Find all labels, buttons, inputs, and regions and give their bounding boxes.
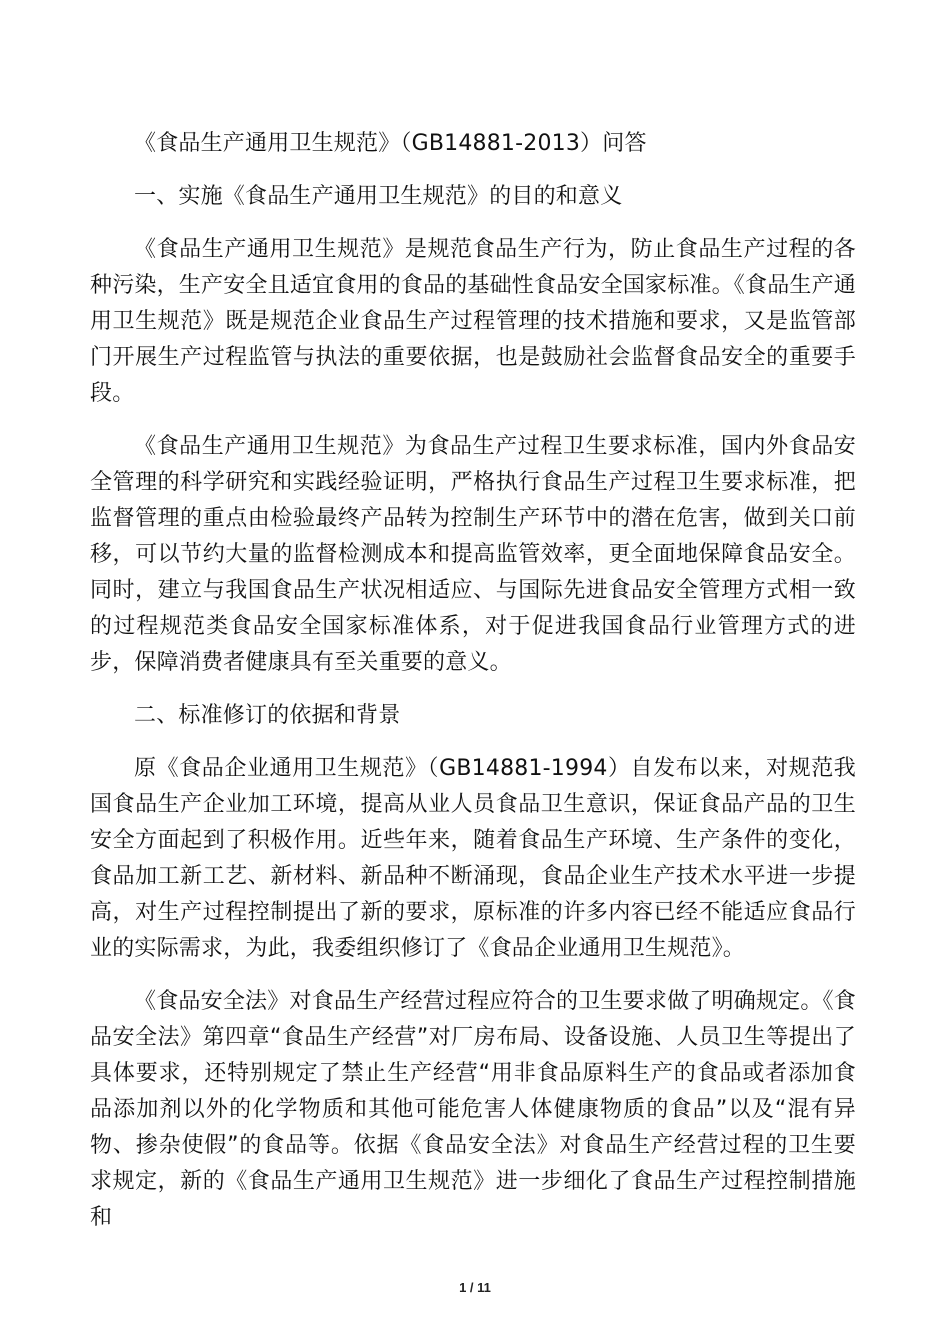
paragraph-1: 《食品生产通用卫生规范》是规范食品生产行为，防止食品生产过程的各种污染，生产安全且适宜食用的食品的基础性食品安全国家标准。《食品生产通用卫生规范》既是规范企业食品生产过程管理的技术措施和要求，又是监管部门开展生产过程监管与执法的重要依据，也是鼓励社会监督食品安全的重要手段。 bbox=[90, 237, 857, 406]
document-title: 《食品生产通用卫生规范》（GB14881-2013）问答 bbox=[134, 131, 647, 156]
paragraph-3: 原《食品企业通用卫生规范》（GB14881-1994）自发布以来，对规范我国食品生产企业加工环境，提高从业人员食品卫生意识，保证食品产品的卫生安全方面起到了积极作用。近些年来，随着食品生产环境、生产条件的变化，食品加工新工艺、新材料、新品种不断涌现，食品企业生产技术水平进一步提高，对生产过程控制提出了新的要求，原标准的许多内容已经不能适应食品行业的实际需求，为此，我委组织修订了《食品企业通用卫生规范》。 bbox=[90, 756, 856, 961]
section-heading-2: 二、标准修订的依据和背景 bbox=[134, 703, 401, 728]
document-page bbox=[90, 126, 856, 1253]
paragraph-4: 《食品安全法》对食品生产经营过程应符合的卫生要求做了明确规定。《食品安全法》第四章“食品生产经营”对厂房布局、设备设施、人员卫生等提出了具体要求，还特别规定了禁止生产经营“用非食品原料生产的食品或者添加食品添加剂以外的化学物质和其他可能危害人体健康物质的食品”以及“混有异物、掺杂使假”的食品等。依据《食品安全法》对食品生产经营过程的卫生要求规定，新的《食品生产通用卫生规范》进一步细化了食品生产过程控制措施和 bbox=[90, 989, 856, 1230]
page-number: 1 / 11 bbox=[459, 1280, 491, 1295]
paragraph-2: 《食品生产通用卫生规范》为食品生产过程卫生要求标准，国内外食品安全管理的科学研究和实践经验证明，严格执行食品生产过程卫生要求标准，把监督管理的重点由检验最终产品转为控制生产环节中的潜在危害，做到关口前移，可以节约大量的监督检测成本和提高监管效率，更全面地保障食品安全。同时，建立与我国食品生产状况相适应、与国际先进食品安全管理方式相一致的过程规范类食品安全国家标准体系，对于促进我国食品行业管理方式的进步，保障消费者健康具有至关重要的意义。 bbox=[90, 434, 856, 675]
section-heading-1: 一、实施《食品生产通用卫生规范》的目的和意义 bbox=[134, 184, 623, 209]
